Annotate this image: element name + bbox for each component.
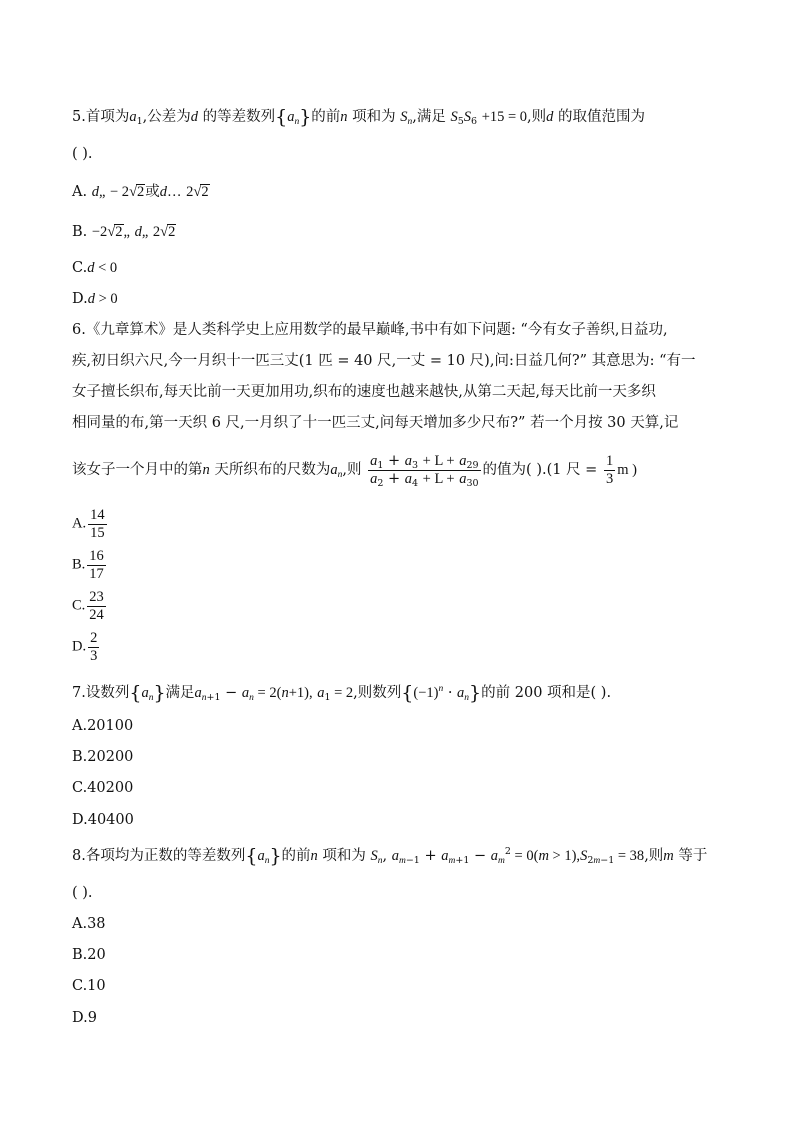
q8-stem: 8.各项均为正数的等差数列$\{a_n\}$的前n 项和为 $S_n$, $a_{m-1} + a_{m+1} - a_m^2 = 0(m > 1),S_{2m-1} = 38$,则m 等于 — [72, 845, 708, 867]
q8-option-b: B.20 — [72, 947, 106, 963]
q7-stem: 7.设数列$\{a_n\}$满足$a_{n+1} - a_n = 2(n+1)$, $a_1 = 2$,则数列$\{(-1)^n \cdot a_n\}$的前 200 项和是( ). — [72, 682, 612, 704]
q8-option-d: D.9 — [72, 1010, 97, 1026]
q8-blank: ( ). — [72, 885, 93, 901]
q5-option-a: A. d„ − 2√2或d… 2√2 — [72, 184, 209, 200]
q5-blank: ( ). — [72, 146, 93, 162]
q6-option-b: B. $\frac{16}{17}$ — [72, 548, 104, 582]
q6-line-4: 相同量的布,第一天织 6 尺,一月织了十一匹三丈,问每天增加多少尺布?” 若一个月按 30 天算,记 — [72, 415, 679, 431]
q5-option-b: B. −2√2„ d„ 2√2 — [72, 224, 176, 240]
q6-option-c: C. $\frac{23}{24}$ — [72, 589, 104, 623]
q8-option-a: A.38 — [72, 916, 106, 932]
q5-option-c: C.d < 0 — [72, 260, 118, 276]
q6-line-1: 6.《九章算术》是人类科学史上应用数学的最早巅峰,书中有如下问题: “今有女子善织,日益功, — [72, 322, 668, 338]
q7-option-d: D.40400 — [72, 812, 134, 828]
q5-stem: 5.首项为$a_1$,公差为d 的等差数列$\{a_n\}$的前n 项和为 $S_n$,满足 $S_5S_6 +15 = 0$,则d 的取值范围为 — [72, 106, 646, 128]
q6-line-2: 疾,初日织六尺,今一月织十一匹三丈(1 匹 = 40 尺,一丈 = 10 尺),问:日益几何?” 其意思为: “有一 — [72, 353, 696, 369]
q8-option-c: C.10 — [72, 978, 106, 994]
q7-option-a: A.20100 — [72, 718, 134, 734]
q7-option-c: C.40200 — [72, 780, 134, 796]
q6-unit-fraction: $\frac{1}{3}$ — [605, 453, 614, 487]
q6-line-3: 女子擅长织布,每天比前一天更加用功,织布的速度也越来越快,从第二天起,每天比前一天多织 — [72, 384, 656, 400]
q6-line-5: 该女子一个月中的第n 天所织布的尺数为$a_n$,则 $\frac{a_1 + a_3 + L + a_{29}}{a_2 + a_4 + L + a_{30}}$ 的值为( ).(1 尺 = $\frac{1}{3}$ m ) — [72, 453, 637, 489]
q5-option-d: D.d > 0 — [72, 291, 118, 307]
q6-ratio-fraction: $\frac{a_1 + a_3 + L + a_{29}}{a_2 + a_4 + L + a_{30}}$ — [370, 453, 479, 489]
q7-option-b: B.20200 — [72, 749, 134, 765]
q6-option-a: A. $\frac{14}{15}$ — [72, 507, 105, 541]
q6-option-d: D. $\frac{2}{3}$ — [72, 630, 98, 664]
q5-text: 5.首项为 — [72, 109, 130, 125]
